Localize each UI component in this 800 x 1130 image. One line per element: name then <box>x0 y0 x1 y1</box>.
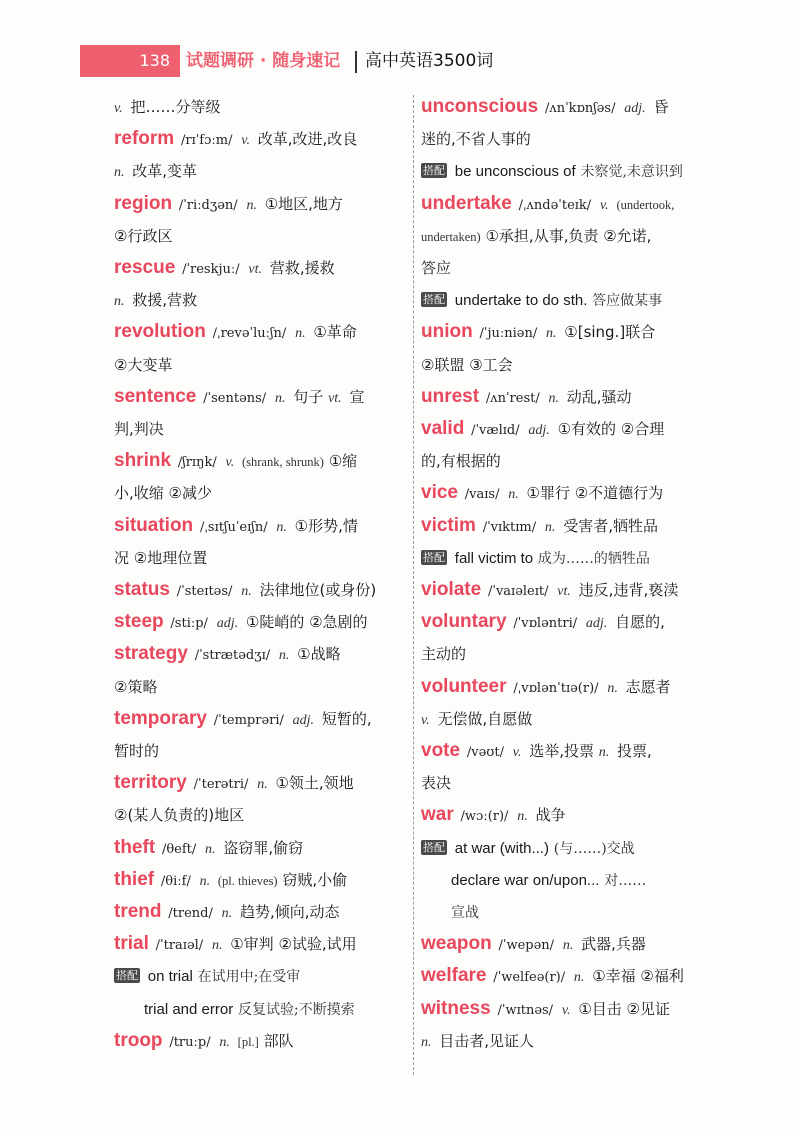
definition: ①目击 ②见证 <box>578 999 670 1018</box>
entry-line <box>421 285 662 315</box>
definition: 趋势,倾向,动态 <box>239 903 340 921</box>
entry-steep <box>114 607 368 637</box>
definition: 无偿做,自愿做 <box>437 709 533 728</box>
definition: 判,判决 <box>114 420 164 438</box>
definition: 法律地位(或身份) <box>259 581 377 599</box>
definition: ①罪行 ②不道德行为 <box>526 484 664 503</box>
book-title: 高中英语3500词 <box>365 51 494 71</box>
collocation-tag: 搭配 <box>116 969 138 983</box>
entry-witness <box>421 994 670 1024</box>
collocation: fall victim to <box>454 549 534 567</box>
part-of-speech: n. <box>421 1034 432 1050</box>
definition: 违反,违背,亵渎 <box>578 581 679 599</box>
part-of-speech: adj. <box>585 616 608 632</box>
definition: 目击者,见证人 <box>439 1031 535 1050</box>
entry-violate <box>421 575 678 605</box>
entry-war <box>421 800 566 830</box>
part-of-speech: n. <box>114 294 125 310</box>
part-of-speech: vt. <box>557 584 571 599</box>
definition: ①形势,情 <box>294 516 358 535</box>
inflected-forms: [pl.] <box>237 1034 259 1049</box>
entry-line <box>451 865 646 895</box>
entry-line <box>421 253 451 283</box>
phonetic: /stiːp/ <box>170 616 208 632</box>
entry-line <box>114 800 244 830</box>
headword: trial <box>114 933 149 955</box>
part-of-speech: n. <box>517 809 528 825</box>
inflected-forms: (shrank, shrunk) <box>241 455 324 470</box>
collocation-tag: 搭配 <box>423 164 445 178</box>
entry-line <box>421 156 683 186</box>
part-of-speech: n. <box>221 906 233 921</box>
entry-line <box>421 704 532 734</box>
part-of-speech: n. <box>598 745 610 760</box>
entry-thief <box>114 865 347 895</box>
entry-line <box>421 221 651 251</box>
entry-trial <box>114 929 357 959</box>
entry-line <box>114 478 212 508</box>
phonetic: /ʌnˈrest/ <box>485 390 540 406</box>
part-of-speech: adj. <box>216 616 239 632</box>
definition: 战争 <box>535 806 566 825</box>
inflected-forms: undertaken) <box>421 229 481 244</box>
entry-vote <box>421 736 652 766</box>
entry-line <box>421 833 635 863</box>
phonetic: /trend/ <box>168 906 213 921</box>
part-of-speech: n. <box>607 680 618 696</box>
phonetic: /ˌʌndəˈteɪk/ <box>518 197 592 213</box>
headword: reform <box>114 128 175 150</box>
part-of-speech: v. <box>114 101 123 116</box>
definition: 迷的,不省人事的 <box>421 130 531 149</box>
phonetic: /rɪˈfɔːm/ <box>180 133 233 149</box>
entry-line <box>421 1026 534 1056</box>
headword: region <box>114 192 173 214</box>
entry-situation <box>114 511 358 541</box>
definition: 的,有根据的 <box>421 452 501 471</box>
headword: victim <box>421 514 476 536</box>
entry-line <box>421 639 466 669</box>
part-of-speech: n. <box>205 841 216 857</box>
definition: 改革,变革 <box>132 162 198 181</box>
phonetic: /ˈriːdʒən/ <box>178 197 238 213</box>
headword: territory <box>114 772 187 794</box>
part-of-speech: n. <box>219 1034 230 1050</box>
entry-rescue <box>114 253 335 283</box>
phonetic: /vaɪs/ <box>464 487 500 503</box>
entry-status <box>114 575 376 605</box>
headword: volunteer <box>421 675 507 697</box>
collocation-meaning: 答应做某事 <box>592 293 663 310</box>
phonetic: /ˌvɒlənˈtɪə(r)/ <box>513 680 599 696</box>
part-of-speech: n. <box>278 648 290 664</box>
part-of-speech: n. <box>508 487 519 503</box>
headword: unconscious <box>421 96 539 117</box>
definition: 宣 <box>349 387 365 406</box>
entry-line <box>421 543 650 573</box>
collocation-meaning: 在试用中;在受审 <box>197 969 301 986</box>
entry-line <box>114 156 197 186</box>
entry-line <box>114 285 197 315</box>
entry-voluntary <box>421 607 665 637</box>
definition: 盗窃罪,偷窃 <box>223 838 304 857</box>
entry-line <box>114 543 207 573</box>
entry-unrest <box>421 382 632 412</box>
entry-vice <box>421 478 663 508</box>
entry-strategy <box>114 639 341 669</box>
definition: 昏 <box>653 98 669 116</box>
definition: 况 ②地理位置 <box>114 548 208 567</box>
definition: 短暂的, <box>321 709 372 728</box>
headword: rescue <box>114 257 176 278</box>
definition: ①陡峭的 ②急剧的 <box>245 613 368 632</box>
part-of-speech: n. <box>548 390 559 406</box>
part-of-speech: n. <box>246 197 257 213</box>
header-divider <box>355 51 357 73</box>
definition: 暂时的 <box>114 742 160 760</box>
headword: welfare <box>421 965 487 987</box>
part-of-speech: n. <box>199 873 211 889</box>
phonetic: /ˌrevəˈluːʃn/ <box>212 326 287 342</box>
entry-region <box>114 189 343 219</box>
collocation-meaning: 反复试验;不断摸索 <box>237 1001 355 1018</box>
headword: shrink <box>114 450 172 472</box>
collocation: be unconscious of <box>454 163 576 181</box>
definition: 营救,援救 <box>269 259 335 277</box>
definition: 窃贼,小偷 <box>282 870 348 889</box>
entry-sentence <box>114 382 364 412</box>
definition: 答应 <box>421 259 452 277</box>
part-of-speech: v. <box>421 712 430 728</box>
entry-unconscious <box>421 92 668 122</box>
part-of-speech: v. <box>561 1002 571 1018</box>
headword: situation <box>114 514 194 536</box>
definition: 志愿者 <box>625 677 671 696</box>
definition: ②联盟 ③工会 <box>421 355 513 374</box>
entry-victim <box>421 511 658 541</box>
phonetic: /vəʊt/ <box>466 745 504 760</box>
part-of-speech: adj. <box>624 101 646 116</box>
phonetic: /ˈwepən/ <box>498 938 555 954</box>
headword: vice <box>421 482 458 504</box>
definition: ②(某人负责的)地区 <box>114 806 245 825</box>
collocation-meaning: 成为……的牺牲品 <box>537 550 650 567</box>
part-of-speech: n. <box>545 326 557 342</box>
entry-line <box>421 768 451 798</box>
definition: ①领土,领地 <box>275 774 354 793</box>
part-of-speech: n. <box>276 519 287 535</box>
headword: undertake <box>421 192 512 214</box>
definition: ①承担,从事,负责 ②允诺, <box>485 226 652 245</box>
definition: ①地区,地方 <box>264 194 343 213</box>
entry-line <box>114 92 220 122</box>
part-of-speech: v. <box>512 745 522 760</box>
entry-volunteer <box>421 672 671 702</box>
part-of-speech: n. <box>295 326 306 342</box>
entry-line <box>114 672 157 702</box>
phonetic: /ˈtemprəri/ <box>213 712 284 728</box>
phonetic: /ʃrɪŋk/ <box>177 455 217 471</box>
definition: ②行政区 <box>114 226 173 245</box>
collocation-meaning: 对…… <box>604 872 647 889</box>
definition: 主动的 <box>421 645 467 664</box>
headword: weapon <box>421 933 492 955</box>
definition: 选举,投票 <box>529 742 594 760</box>
definition: 改革,改进,改良 <box>257 130 358 149</box>
definition: 投票, <box>617 742 652 760</box>
part-of-speech: n. <box>114 165 125 181</box>
entry-line <box>451 897 479 927</box>
collocation: trial and error <box>144 1000 234 1018</box>
headword: theft <box>114 836 156 858</box>
entry-troop <box>114 1026 294 1056</box>
definition: 动乱,骚动 <box>566 387 632 406</box>
part-of-speech: n. <box>274 390 286 406</box>
headword: union <box>421 321 473 343</box>
entry-welfare <box>421 961 684 991</box>
entry-line <box>421 124 531 154</box>
phonetic: /ˈwelfeə(r)/ <box>493 970 566 986</box>
entry-theft <box>114 833 303 863</box>
phonetic: /θiːf/ <box>160 873 191 889</box>
collocation-tag: 搭配 <box>423 550 445 564</box>
definition: 自愿的, <box>615 613 665 632</box>
headword: sentence <box>114 385 197 407</box>
headword: temporary <box>114 707 207 729</box>
collocation-tag: 搭配 <box>423 293 445 307</box>
part-of-speech: vt. <box>328 390 342 406</box>
phonetic: /wɔː(r)/ <box>460 809 509 825</box>
page-number: 138 <box>80 45 180 77</box>
definition: 小,收缩 ②减少 <box>114 484 212 503</box>
definition: 受害者,牺牲品 <box>563 516 658 535</box>
entry-line <box>114 350 172 380</box>
entry-temporary <box>114 704 372 734</box>
part-of-speech: v. <box>241 133 250 149</box>
headword: unrest <box>421 385 480 407</box>
entry-trend <box>114 897 339 927</box>
entry-line <box>114 221 172 251</box>
headword: steep <box>114 611 164 633</box>
entry-revolution <box>114 317 357 347</box>
definition: 武器,兵器 <box>581 935 646 954</box>
headword: thief <box>114 868 155 890</box>
headword: valid <box>421 418 465 439</box>
part-of-speech: adj. <box>528 423 550 438</box>
definition: 表决 <box>421 774 452 793</box>
phonetic: /ˈvɒləntri/ <box>513 616 578 632</box>
headword: vote <box>421 740 461 761</box>
part-of-speech: v. <box>599 197 609 213</box>
inflected-forms: (undertook, <box>616 197 675 212</box>
headword: strategy <box>114 643 188 665</box>
entry-line <box>421 446 501 476</box>
definition: ①[sing.]联合 <box>564 323 656 342</box>
collocation: at war (with...) <box>454 839 549 857</box>
phonetic: /ˈvaɪəleɪt/ <box>487 584 549 599</box>
phonetic: /ˈsteɪtəs/ <box>176 584 233 599</box>
headword: status <box>114 579 170 600</box>
entry-reform <box>114 124 357 154</box>
collocation: on trial <box>147 968 193 986</box>
definition: 把……分等级 <box>130 98 221 116</box>
entry-union <box>421 317 655 347</box>
phonetic: /ˈjuːniən/ <box>479 326 538 342</box>
collocation-meaning: (与……)交战 <box>553 840 635 857</box>
entry-valid <box>421 414 664 444</box>
phonetic: /ˈreskjuː/ <box>182 262 240 277</box>
phonetic: /ˈstrætədʒɪ/ <box>194 648 271 664</box>
part-of-speech: n. <box>544 519 556 535</box>
collocation-meaning: 未察觉,未意识到 <box>580 164 683 181</box>
definition: ①战略 <box>297 645 341 664</box>
definition: ①幸福 ②福利 <box>592 967 684 986</box>
definition: 句子 <box>293 387 324 406</box>
definition: 部队 <box>263 1031 294 1050</box>
part-of-speech: v. <box>225 455 235 471</box>
entry-undertake <box>421 189 674 219</box>
entry-line <box>421 350 513 380</box>
part-of-speech: n. <box>211 938 223 954</box>
page-header <box>80 45 540 77</box>
entry-line <box>144 994 355 1024</box>
phonetic: /ˈvælɪd/ <box>471 423 520 438</box>
definition: ①革命 <box>313 323 357 342</box>
column-divider <box>413 95 414 1075</box>
headword: voluntary <box>421 611 507 633</box>
definition: ②大变革 <box>114 355 173 374</box>
entry-shrink <box>114 446 357 476</box>
entry-line <box>114 961 300 991</box>
part-of-speech: n. <box>257 777 268 793</box>
entry-line <box>114 414 164 444</box>
definition: ①缩 <box>328 452 358 471</box>
entry-territory <box>114 768 354 798</box>
definition: ②策略 <box>114 677 158 696</box>
definition: 救援,营救 <box>132 291 198 310</box>
phonetic: /ʌnˈkɒnʃəs/ <box>544 101 616 116</box>
entry-line <box>114 736 159 766</box>
entry-weapon <box>421 929 646 959</box>
phonetic: /ˈterətri/ <box>193 777 249 793</box>
inflected-forms: (pl. thieves) <box>217 873 278 888</box>
collocation-meaning: 宣战 <box>451 905 479 921</box>
headword: revolution <box>114 321 206 343</box>
phonetic: /θeft/ <box>161 841 197 857</box>
series-title: 试题调研 · 随身速记 <box>186 51 341 71</box>
phonetic: /ˈsentəns/ <box>203 390 267 406</box>
collocation: declare war on/upon... <box>451 871 600 889</box>
headword: troop <box>114 1029 163 1051</box>
definition: ①审判 ②试验,试用 <box>230 935 357 954</box>
part-of-speech: adj. <box>292 712 315 728</box>
definition: ①有效的 ②合理 <box>557 420 665 438</box>
phonetic: /truːp/ <box>169 1034 211 1050</box>
headword: violate <box>421 579 482 600</box>
part-of-speech: n. <box>241 584 252 599</box>
phonetic: /ˈvɪktɪm/ <box>482 519 537 535</box>
phonetic: /ˈtraɪəl/ <box>155 938 204 954</box>
phonetic: /ˌsɪtʃuˈeɪʃn/ <box>199 519 268 535</box>
part-of-speech: n. <box>562 938 574 954</box>
collocation: undertake to do sth. <box>454 292 588 310</box>
part-of-speech: n. <box>573 970 585 986</box>
phonetic: /ˈwɪtnəs/ <box>497 1002 554 1018</box>
collocation-tag: 搭配 <box>423 840 445 854</box>
headword: witness <box>421 997 491 1019</box>
headword: trend <box>114 901 162 922</box>
headword: war <box>421 804 454 826</box>
part-of-speech: vt. <box>248 262 263 277</box>
